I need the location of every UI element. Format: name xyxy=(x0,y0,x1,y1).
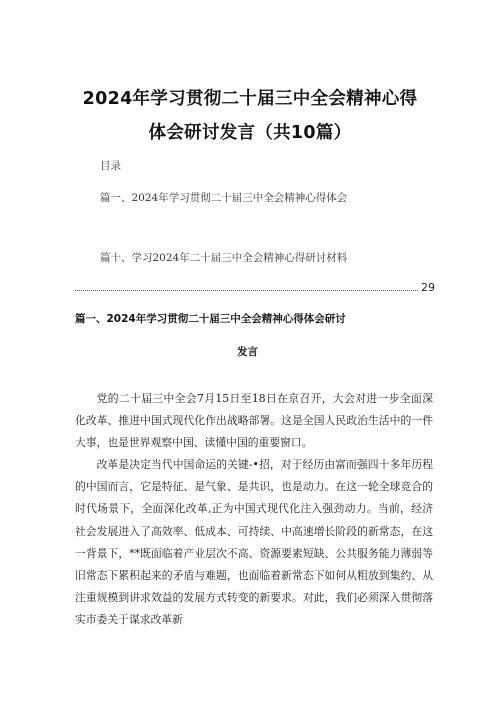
section-heading-continuation: 发言 xyxy=(237,346,258,358)
toc-page-number: 29 xyxy=(421,281,435,294)
section-heading: 篇一、2024年学习贯彻二十届三中全会精神心得体会研讨 xyxy=(75,313,346,325)
body-paragraph: 党的二十届三中全会7月15日至18日在京召开，大会对进一步全面深化改革、推进中国式现代化作出战略部署。这是全国人民政治生活中的一件大事，也是世界观察中国、读懂中国的重要窗口。 xyxy=(75,392,433,450)
document-title-line-2: 体会研讨发言（共10篇） xyxy=(148,123,352,143)
toc-entry[interactable]: 篇十、学习2024年二十届三中全会精神心得研讨材料 xyxy=(100,252,348,264)
toc-dot-leader xyxy=(75,290,418,291)
document-title-line-1: 2024年学习贯彻二十届三中全会精神心得 xyxy=(82,89,418,109)
toc-heading: 目录 xyxy=(100,160,121,172)
toc-entry[interactable]: 篇一、2024年学习贯彻二十届三中全会精神心得体会 xyxy=(100,192,348,204)
body-paragraph: 改革是决定当代中国命运的关键-•招，对于经历由富而强四十多年历程的中国而言，它是特征、是气象、是共识，也是动力。在这一轮全球竞合的时代场景下，全面深化改革,正为中国式现代化注入强劲动力。当前，经济社会发展进入了高效率、低成本、可持续、中高速增长阶段的新常态，在这一背景下，**既面临着产业层次不高、资源要素短缺、公共服务能力薄弱等旧常态下累积起来的矛盾与难题，也面临着新常态下如何从粗放到集约、从注重规模到讲求效益的发展方式转变的新要求。对此，我们必须深入贯彻落实市委关于谋求改革新 xyxy=(75,458,433,627)
toc-page-leader xyxy=(75,280,435,294)
